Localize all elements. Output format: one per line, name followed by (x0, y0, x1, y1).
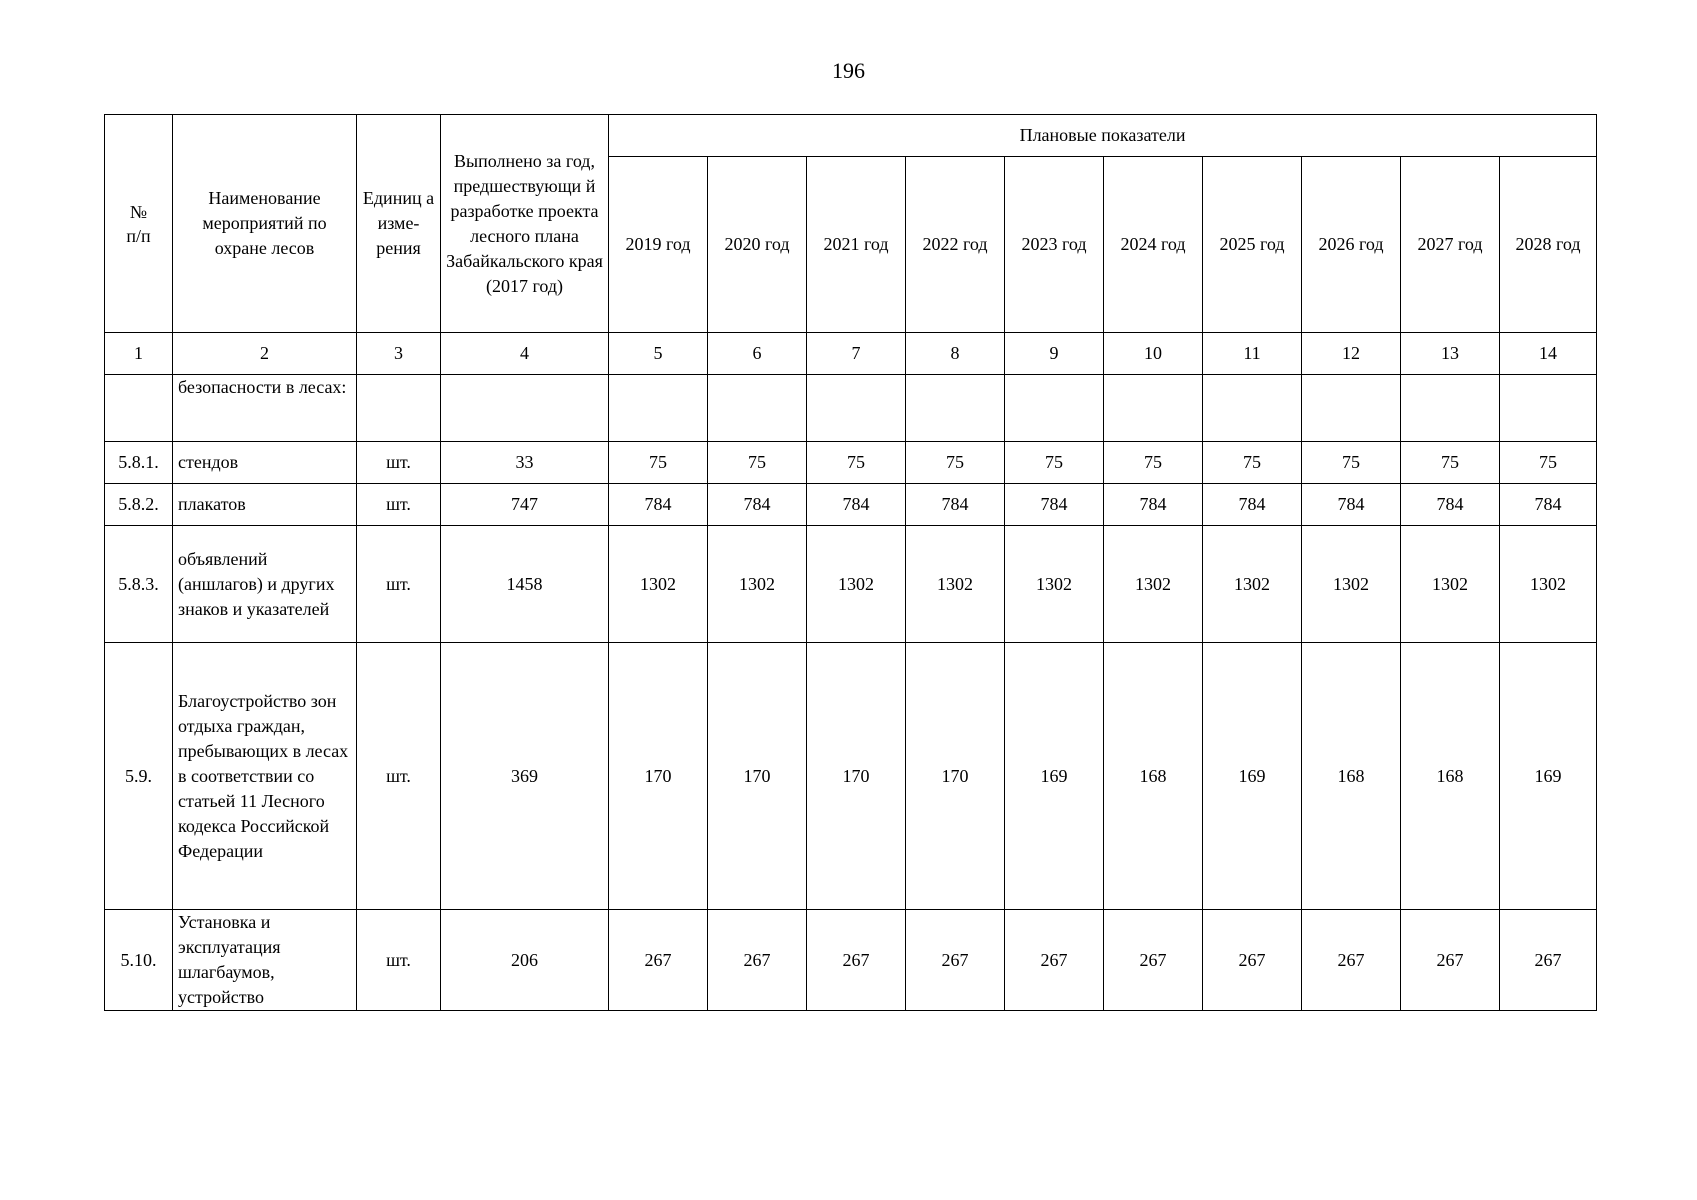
row-unit: шт. (357, 484, 441, 526)
row-done-value (441, 375, 609, 442)
row-plan-value: 1302 (1005, 526, 1104, 643)
header-name: Наименование мероприятий по охране лесов (173, 115, 357, 333)
row-plan-value: 267 (807, 910, 906, 1011)
row-unit: шт. (357, 442, 441, 484)
row-plan-value: 267 (906, 910, 1005, 1011)
row-plan-value: 267 (1104, 910, 1203, 1011)
row-plan-value: 75 (1005, 442, 1104, 484)
row-plan-value: 267 (1401, 910, 1500, 1011)
page-number: 196 (832, 58, 865, 83)
header-num (105, 115, 173, 333)
row-number: 5.8.1. (105, 442, 173, 484)
header-year: 2027 год (1401, 157, 1500, 333)
column-number: 6 (708, 333, 807, 375)
row-number: 5.9. (105, 643, 173, 910)
row-plan-value: 1302 (906, 526, 1005, 643)
row-plan-value: 784 (1302, 484, 1401, 526)
row-plan-value: 1302 (1104, 526, 1203, 643)
row-name: безопасности в лесах: (173, 375, 357, 442)
row-done-value: 369 (441, 643, 609, 910)
row-unit (357, 375, 441, 442)
row-plan-value (1302, 375, 1401, 442)
row-unit: шт. (357, 643, 441, 910)
table-row (105, 442, 1597, 484)
row-number: 5.10. (105, 910, 173, 1011)
header-unit: Единиц а изме-рения (357, 115, 441, 333)
row-plan-value (906, 375, 1005, 442)
column-number: 4 (441, 333, 609, 375)
table-row (105, 484, 1597, 526)
column-number: 8 (906, 333, 1005, 375)
row-plan-value: 784 (1203, 484, 1302, 526)
row-done-value: 206 (441, 910, 609, 1011)
row-plan-value: 1302 (1401, 526, 1500, 643)
header-year: 2023 год (1005, 157, 1104, 333)
row-done-value: 33 (441, 442, 609, 484)
row-name: плакатов (173, 484, 357, 526)
row-plan-value: 75 (906, 442, 1005, 484)
row-plan-value: 784 (609, 484, 708, 526)
table-row (105, 375, 1597, 442)
header-planned: Плановые показатели (609, 115, 1597, 157)
table-row (105, 643, 1597, 910)
header-year: 2020 год (708, 157, 807, 333)
row-plan-value: 75 (1104, 442, 1203, 484)
row-done-value: 747 (441, 484, 609, 526)
row-plan-value: 1302 (1203, 526, 1302, 643)
column-number: 9 (1005, 333, 1104, 375)
row-plan-value: 75 (1500, 442, 1597, 484)
header-year: 2025 год (1203, 157, 1302, 333)
column-number: 2 (173, 333, 357, 375)
forest-protection-plan-table (104, 114, 1597, 1011)
header-year: 2024 год (1104, 157, 1203, 333)
row-plan-value: 267 (708, 910, 807, 1011)
header-done: Выполнено за год, предшествующи й разработке проекта лесного плана Забайкальского края (2017 год) (441, 115, 609, 333)
row-plan-value (708, 375, 807, 442)
row-plan-value: 267 (1005, 910, 1104, 1011)
row-plan-value: 1302 (1500, 526, 1597, 643)
row-name: объявлений (аншлагов) и других знаков и указателей (173, 526, 357, 643)
header-year: 2022 год (906, 157, 1005, 333)
header-year: 2026 год (1302, 157, 1401, 333)
row-plan-value: 267 (1302, 910, 1401, 1011)
row-plan-value: 1302 (708, 526, 807, 643)
row-plan-value: 1302 (609, 526, 708, 643)
row-plan-value: 75 (1203, 442, 1302, 484)
row-unit: шт. (357, 910, 441, 1011)
row-plan-value: 170 (807, 643, 906, 910)
row-plan-value: 267 (609, 910, 708, 1011)
row-plan-value: 169 (1005, 643, 1104, 910)
column-number: 7 (807, 333, 906, 375)
row-plan-value: 267 (1500, 910, 1597, 1011)
row-name: Установка и эксплуатация шлагбаумов, устройство (173, 910, 357, 1011)
row-number: 5.8.3. (105, 526, 173, 643)
row-plan-value: 75 (708, 442, 807, 484)
row-name: стендов (173, 442, 357, 484)
row-plan-value: 170 (609, 643, 708, 910)
column-number: 12 (1302, 333, 1401, 375)
row-plan-value: 168 (1104, 643, 1203, 910)
column-number: 13 (1401, 333, 1500, 375)
row-plan-value: 75 (1302, 442, 1401, 484)
row-number: 5.8.2. (105, 484, 173, 526)
row-plan-value: 784 (1401, 484, 1500, 526)
column-number: 11 (1203, 333, 1302, 375)
header-row-1 (105, 115, 1597, 157)
row-plan-value: 784 (1104, 484, 1203, 526)
column-number: 5 (609, 333, 708, 375)
table-row (105, 910, 1597, 1011)
row-plan-value (1203, 375, 1302, 442)
header-year: 2021 год (807, 157, 906, 333)
row-plan-value: 168 (1401, 643, 1500, 910)
row-plan-value: 75 (807, 442, 906, 484)
row-plan-value: 170 (906, 643, 1005, 910)
row-plan-value (1104, 375, 1203, 442)
row-plan-value: 168 (1302, 643, 1401, 910)
column-number: 3 (357, 333, 441, 375)
row-plan-value (807, 375, 906, 442)
row-plan-value: 784 (807, 484, 906, 526)
row-plan-value (1500, 375, 1597, 442)
row-plan-value: 267 (1203, 910, 1302, 1011)
row-plan-value: 75 (609, 442, 708, 484)
row-plan-value: 784 (1005, 484, 1104, 526)
row-plan-value (1401, 375, 1500, 442)
column-number: 14 (1500, 333, 1597, 375)
row-plan-value: 784 (1500, 484, 1597, 526)
row-plan-value: 784 (906, 484, 1005, 526)
row-plan-value (609, 375, 708, 442)
row-plan-value: 1302 (1302, 526, 1401, 643)
table-row (105, 526, 1597, 643)
row-plan-value (1005, 375, 1104, 442)
header-year: 2019 год (609, 157, 708, 333)
row-name: Благоустройство зон отдыха граждан, пребывающих в лесах в соответствии со статьей 11 Лесного кодекса Российской Федерации (173, 643, 357, 910)
column-number: 10 (1104, 333, 1203, 375)
header-num-label: п/п (126, 225, 151, 246)
header-year: 2028 год (1500, 157, 1597, 333)
row-done-value: 1458 (441, 526, 609, 643)
row-plan-value: 169 (1203, 643, 1302, 910)
row-unit: шт. (357, 526, 441, 643)
row-plan-value: 170 (708, 643, 807, 910)
header-num-symbol: № (129, 201, 148, 222)
row-plan-value: 75 (1401, 442, 1500, 484)
row-plan-value: 784 (708, 484, 807, 526)
row-plan-value: 1302 (807, 526, 906, 643)
row-plan-value: 169 (1500, 643, 1597, 910)
column-number: 1 (105, 333, 173, 375)
header-row-col-numbers (105, 333, 1597, 375)
row-number (105, 375, 173, 442)
